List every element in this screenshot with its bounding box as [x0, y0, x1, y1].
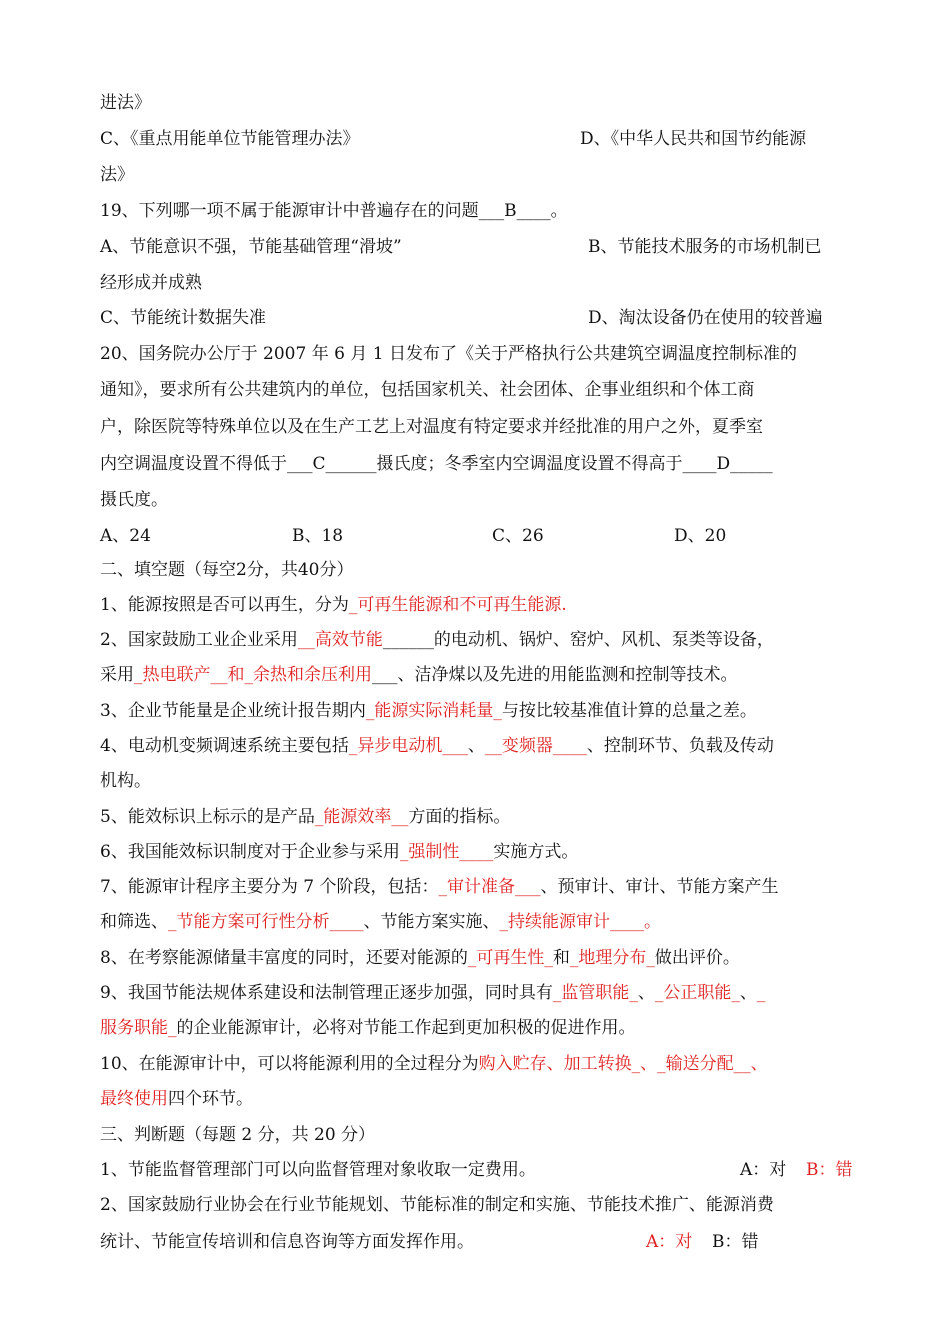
- judge-item-1: 1、节能监督管理部门可以向监督管理对象收取一定费用。: [100, 1160, 536, 1180]
- fill-item-10-line-2: 最终使用四个环节。: [100, 1089, 253, 1109]
- fill-item-7-line-2: 和筛选、_节能方案可行性分析____、节能方案实施、_持续能源审计____。: [100, 912, 661, 932]
- q20-option-b: B、18: [292, 526, 344, 546]
- q19-option-a: A、节能意识不强，节能基础管理“滑坡”: [100, 237, 402, 257]
- judge-item-1-option-b: B：错: [806, 1160, 853, 1180]
- q19-option-b-tail: 经形成并成熟: [100, 273, 202, 293]
- judge-item-2-option-b: B：错: [712, 1232, 759, 1252]
- fill-item-7-line-1: 7、能源审计程序主要分为 7 个阶段，包括：_审计准备___、预审计、审计、节能方案产生: [100, 877, 779, 897]
- q18-option-d-tail: 法》: [100, 165, 134, 185]
- fill-item-4-line-2: 机构。: [100, 771, 151, 791]
- fill-item-9-line-2: 服务职能_的企业能源审计，必将对节能工作起到更加积极的促进作用。: [100, 1018, 636, 1038]
- judge-item-2-line-2: 统计、节能宣传培训和信息咨询等方面发挥作用。: [100, 1232, 474, 1252]
- fill-item-4-line-1: 4、电动机变频调速系统主要包括_异步电动机___、__变频器____、控制环节、负载及传动: [100, 736, 774, 756]
- judge-item-2-option-a: A：对: [646, 1232, 693, 1252]
- section-2-title: 二、填空题（每空2分，共40分）: [100, 560, 354, 580]
- q20-line-5: 摄氏度。: [100, 490, 168, 510]
- q20-line-1: 20、国务院办公厅于 2007 年 6 月 1 日发布了《关于严格执行公共建筑空调温度控制标准的: [100, 344, 797, 364]
- q20-line-3: 户，除医院等特殊单位以及在生产工艺上对温度有特定要求并经批准的用户之外，夏季室: [100, 417, 763, 437]
- judge-item-1-option-a: A：对: [740, 1160, 787, 1180]
- q19-stem: 19、下列哪一项不属于能源审计中普遍存在的问题___B____。: [100, 201, 568, 221]
- q20-option-d: D、20: [674, 526, 727, 546]
- fill-item-1: 1、能源按照是否可以再生，分为_可再生能源和不可再生能源.: [100, 595, 567, 615]
- fill-item-6: 6、我国能效标识制度对于企业参与采用_强制性____实施方式。: [100, 842, 579, 862]
- judge-item-2-line-1: 2、国家鼓励行业协会在行业节能规划、节能标准的制定和实施、节能技术推广、能源消费: [100, 1195, 774, 1215]
- fill-item-2-line-2: 采用_热电联产__和_余热和余压利用___、洁净煤以及先进的用能监测和控制等技术。: [100, 665, 738, 685]
- fill-item-9-line-1: 9、我国节能法规体系建设和法制管理正逐步加强，同时具有_监管职能_、_公正职能_、_: [100, 983, 766, 1003]
- q20-option-c: C、26: [492, 526, 544, 546]
- q19-option-b: B、节能技术服务的市场机制已: [588, 237, 822, 257]
- q19-option-d: D、淘汰设备仍在使用的较普遍: [588, 308, 823, 328]
- q20-option-a: A、24: [100, 526, 151, 546]
- fill-item-2-line-1: 2、国家鼓励工业企业采用__高效节能______的电动机、锅炉、窑炉、风机、泵类等设备，: [100, 630, 774, 650]
- fill-item-5: 5、能效标识上标示的是产品_能源效率__方面的指标。: [100, 807, 511, 827]
- fill-item-3: 3、企业节能量是企业统计报告期内_能源实际消耗量_与按比较基准值计算的总量之差。: [100, 701, 757, 721]
- q20-line-4: 内空调温度设置不得低于___C______摄氏度；冬季室内空调温度设置不得高于____D_____: [100, 454, 773, 474]
- fill-item-10-line-1: 10、在能源审计中，可以将能源利用的全过程分为购入贮存、加工转换_、_输送分配__、: [100, 1054, 768, 1074]
- q18-option-c: C、《重点用能单位节能管理办法》: [100, 129, 360, 149]
- section-3-title: 三、判断题（每题 2 分，共 20 分）: [100, 1125, 376, 1145]
- fill-item-8: 8、在考察能源储量丰富度的同时，还要对能源的_可再生性_和_地理分布_做出评价。: [100, 948, 740, 968]
- q19-option-c: C、节能统计数据失准: [100, 308, 267, 328]
- q18-option-d: D、《中华人民共和国节约能源: [580, 129, 807, 149]
- q18-tail: 进法》: [100, 93, 151, 113]
- q20-line-2: 通知》，要求所有公共建筑内的单位，包括国家机关、社会团体、企事业组织和个体工商: [100, 380, 755, 400]
